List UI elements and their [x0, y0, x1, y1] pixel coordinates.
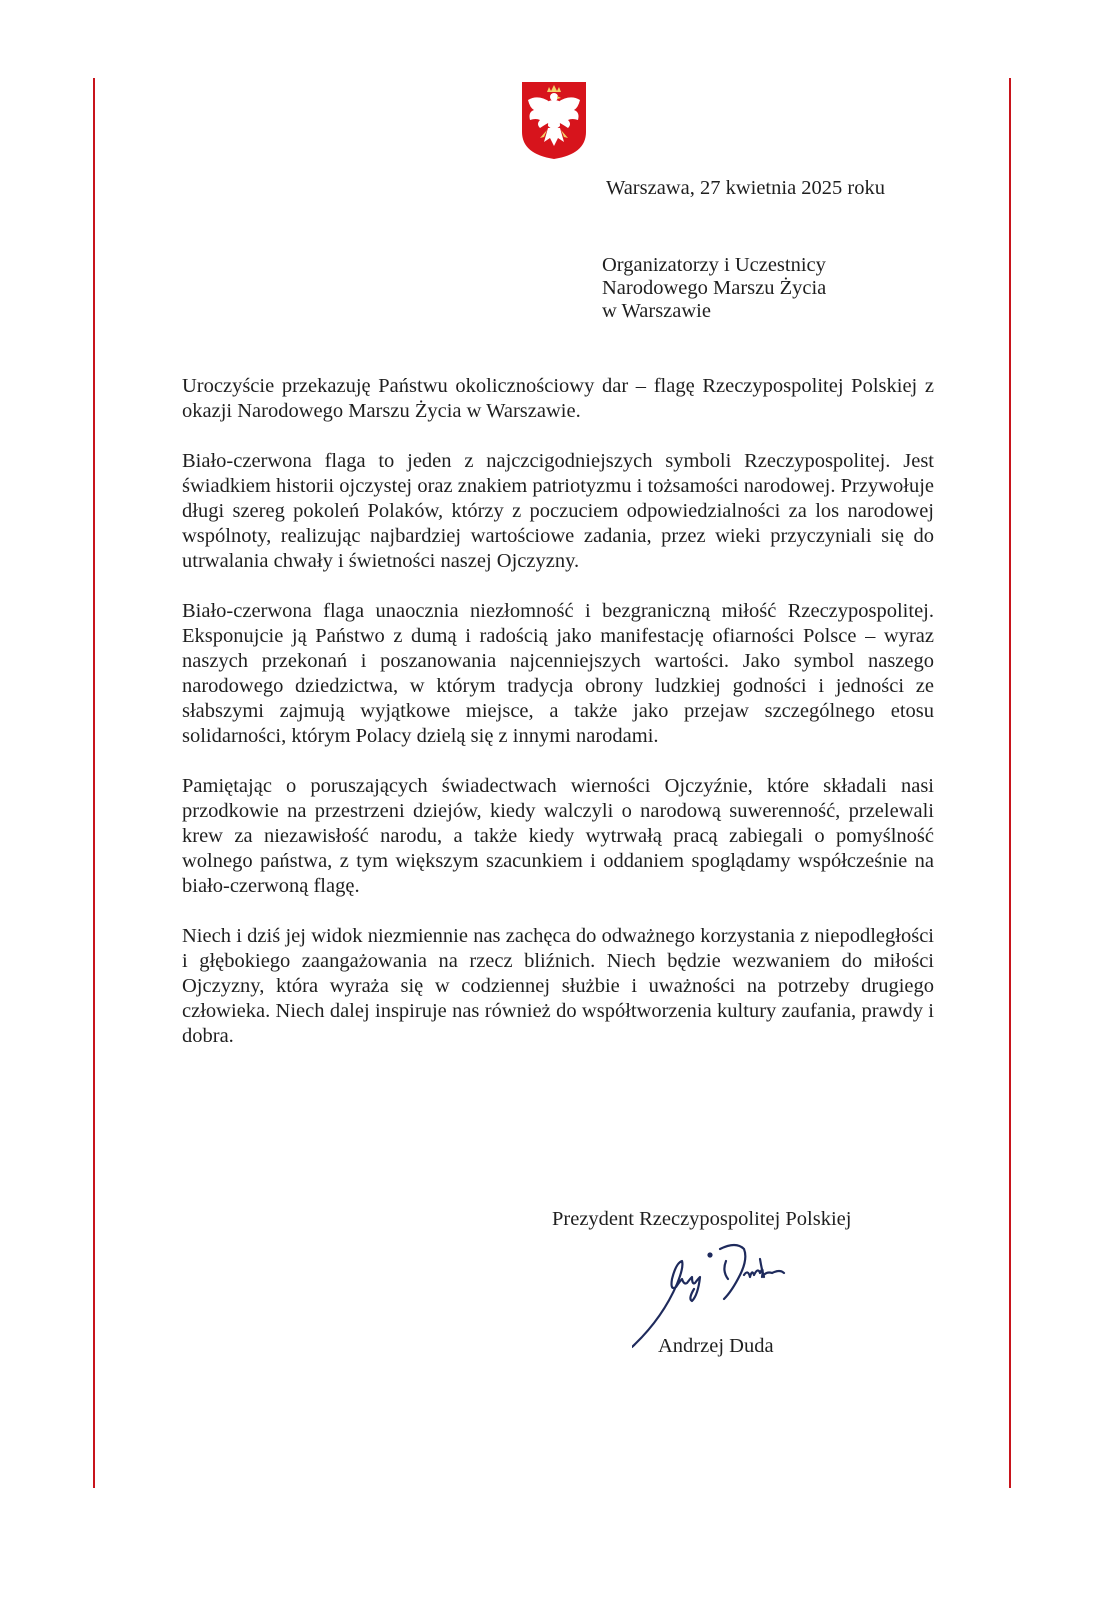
signature-block: [552, 1207, 902, 1357]
handwritten-signature: [632, 1239, 842, 1349]
addressee-block: [602, 254, 826, 323]
date-line: Warszawa, 27 kwietnia 2025 roku: [606, 177, 886, 199]
letter-body: [182, 374, 934, 1074]
left-margin-rule: [93, 78, 95, 1488]
addressee-line: Narodowego Marszu Życia: [602, 277, 827, 299]
signatory-name: Andrzej Duda: [658, 1335, 774, 1357]
addressee-line: w Warszawie: [602, 300, 711, 322]
body-paragraph: Biało-czerwona flaga to jeden z najczcigodniejszych symboli Rzeczypospolitej. Jest świadkiem historii ojczystej oraz znakiem patriotyzmu i tożsamości narodowej. Przywołuje długi szereg pokoleń Polaków, którzy z poczuciem odpowiedzialności za los narodowej wspólnoty, realizując najbardziej wartościowe zadania, przez wieki przyczyniali się do utrwalania chwały i świetności naszej Ojczyzny.: [182, 450, 934, 572]
body-paragraph: Biało-czerwona flaga unaocznia niezłomność i bezgraniczną miłość Rzeczypospolitej. Eksponujcie ją Państwo z dumą i radością jako manifestację ofiarności Polsce – wyraz naszych przekonań i poszanowania najcenniejszych wartości. Jako symbol naszego narodowego dziedzictwa, w którym tradycja obrony ludzkiej godności i jedności ze słabszymi zajmują wyjątkowe miejsce, a także jako przejaw szczególnego etosu solidarności, którym Polacy dzielą się z innymi narodami.: [182, 600, 934, 747]
right-margin-rule: [1009, 78, 1011, 1488]
polish-white-eagle-emblem-icon: [520, 80, 588, 160]
body-paragraph: Uroczyście przekazuję Państwu okolicznościowy dar – flagę Rzeczypospolitej Polskiej z okazji Narodowego Marszu Życia w Warszawie.: [182, 375, 934, 422]
addressee-line: Organizatorzy i Uczestnicy: [602, 254, 826, 276]
body-paragraph: Pamiętając o poruszających świadectwach wierności Ojczyźnie, które składali nasi przodkowie na przestrzeni dziejów, kiedy walczyli o narodową suwerenność, przelewali krew za niezawisłość narodu, a także kiedy wytrwałą pracą zabiegali o pomyślność wolnego państwa, z tym większym szacunkiem i oddaniem spoglądamy współcześnie na biało-czerwoną flagę.: [182, 775, 934, 897]
body-paragraph: Niech i dziś jej widok niezmiennie nas zachęca do odważnego korzystania z niepodległości i głębokiego zaangażowania na rzecz bliźnich. Niech będzie wezwaniem do miłości Ojczyzny, która wyraża się w codziennej służbie i uważności na potrzeby drugiego człowieka. Niech dalej inspiruje nas również do współtworzenia kultury zaufania, prawdy i dobra.: [182, 925, 934, 1047]
signatory-title: Prezydent Rzeczypospolitej Polskiej: [552, 1208, 852, 1230]
